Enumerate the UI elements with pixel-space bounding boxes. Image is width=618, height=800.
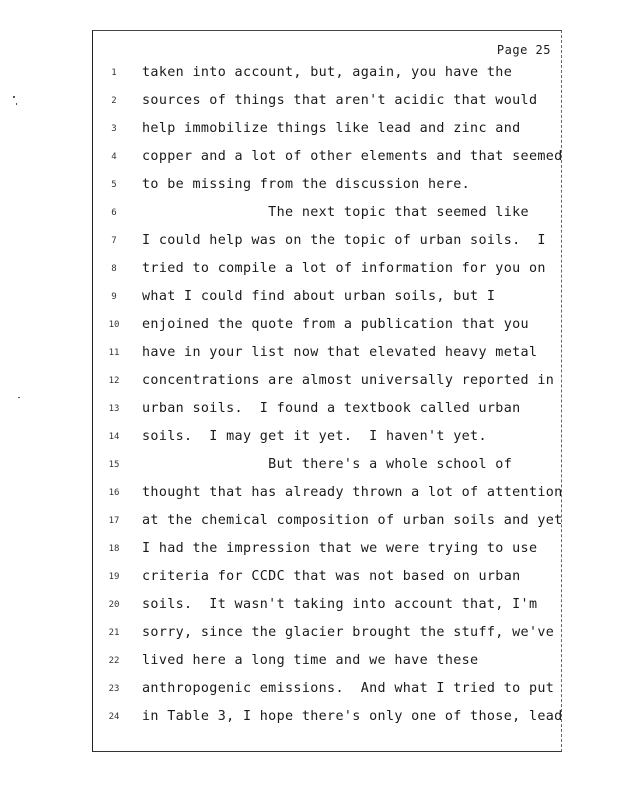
transcript-line [93,259,561,279]
line-number: 3 [111,124,117,134]
transcript-line [93,567,561,587]
transcript-line [93,483,561,503]
transcript-line [93,147,561,167]
page-number: Page 25 [496,43,551,57]
transcript-lines [93,31,561,751]
line-number: 23 [108,684,120,694]
line-text: sources of things that aren't acidic that would [142,93,538,108]
line-number: 21 [108,628,120,638]
line-text: The next topic that seemed like [142,205,529,220]
transcript-line [93,511,561,531]
line-text: what I could find about urban soils, but I [142,289,496,304]
line-text: concentrations are almost universally reported in [142,373,555,388]
line-text: thought that has already thrown a lot of attention [142,485,563,500]
line-number: 9 [111,292,117,302]
transcript-line [93,539,561,559]
line-number: 16 [108,488,120,498]
line-number: 22 [108,656,120,666]
transcript-line [93,427,561,447]
line-number: 14 [108,432,120,442]
line-text: in Table 3, I hope there's only one of those, lead [142,709,563,724]
line-number: 15 [108,460,120,470]
transcript-line [93,119,561,139]
line-number: 1 [111,68,117,78]
transcript-line [93,203,561,223]
transcript-line [93,315,561,335]
transcript-line [93,63,561,83]
transcript-line [93,371,561,391]
line-text: sorry, since the glacier brought the stuff, we've [142,625,555,640]
line-text: I had the impression that we were trying to use [142,541,538,556]
scan-speck [13,96,15,98]
line-number: 6 [111,208,117,218]
line-number: 12 [108,376,120,386]
scan-speck [18,397,20,398]
transcript-line [93,455,561,475]
line-number: 24 [108,712,120,722]
line-text: at the chemical composition of urban soils and yet [142,513,563,528]
transcript-line [93,231,561,251]
line-text: lived here a long time and we have these [142,653,479,668]
line-number: 20 [108,600,120,610]
line-number: 7 [111,236,117,246]
line-text: criteria for CCDC that was not based on urban [142,569,521,584]
line-number: 8 [111,264,117,274]
line-number: 5 [111,180,117,190]
line-text: urban soils. I found a textbook called urban [142,401,521,416]
transcript-line [93,707,561,727]
line-number: 10 [108,320,120,330]
transcript-line [93,679,561,699]
transcript-line [93,343,561,363]
transcript-page [92,30,562,752]
transcript-line [93,175,561,195]
line-text: I could help was on the topic of urban soils. I [142,233,546,248]
transcript-line [93,287,561,307]
line-number: 11 [108,348,120,358]
line-text: have in your list now that elevated heavy metal [142,345,538,360]
line-text: help immobilize things like lead and zinc and [142,121,521,136]
line-text: enjoined the quote from a publication that you [142,317,529,332]
scan-speck [16,103,17,105]
transcript-line [93,399,561,419]
line-text: soils. It wasn't taking into account that, I'm [142,597,538,612]
transcript-line [93,91,561,111]
line-number: 13 [108,404,120,414]
line-number: 19 [108,572,120,582]
line-number: 4 [111,152,117,162]
transcript-line [93,651,561,671]
line-number: 17 [108,516,120,526]
line-text: anthropogenic emissions. And what I tried to put [142,681,555,696]
line-text: soils. I may get it yet. I haven't yet. [142,429,487,444]
line-text: tried to compile a lot of information for you on [142,261,546,276]
line-text: But there's a whole school of [142,457,513,472]
line-number: 18 [108,544,120,554]
line-number: 2 [111,96,117,106]
line-text: taken into account, but, again, you have the [142,65,513,80]
transcript-line [93,595,561,615]
line-text: copper and a lot of other elements and that seemed [142,149,563,164]
line-text: to be missing from the discussion here. [142,177,471,192]
transcript-line [93,623,561,643]
